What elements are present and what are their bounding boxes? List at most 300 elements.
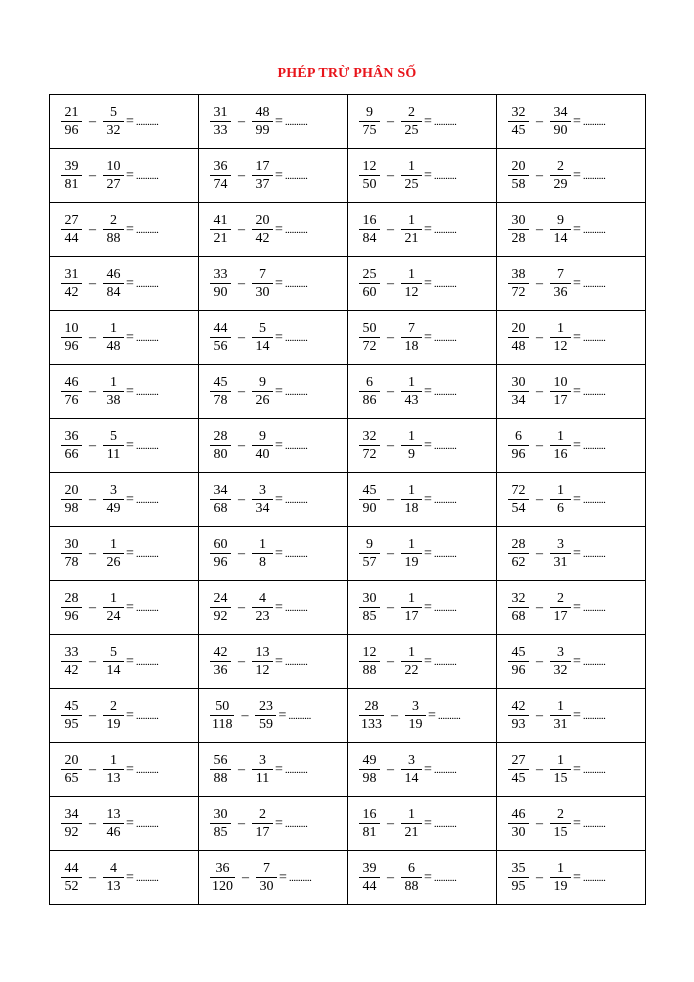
second-fraction [104, 644, 123, 679]
equals-sign: = [275, 275, 283, 291]
equals-sign: = [275, 599, 283, 615]
first-denominator: 72 [359, 445, 380, 463]
equals-sign: = [424, 599, 432, 615]
equals-sign: = [126, 815, 134, 831]
exercise-cell [497, 635, 646, 689]
equals-sign: = [424, 491, 432, 507]
answer-blank[interactable]: .......... [284, 115, 308, 128]
answer-blank[interactable]: .......... [582, 601, 606, 614]
minus-sign: – [89, 383, 96, 399]
exercise-cell [199, 851, 348, 905]
answer-blank[interactable]: .......... [284, 763, 308, 776]
first-numerator: 33 [64, 645, 79, 660]
first-fraction [360, 482, 379, 517]
subtraction-expression [50, 428, 198, 463]
first-fraction [509, 482, 528, 517]
second-denominator: 48 [103, 337, 124, 355]
first-fraction [509, 104, 528, 139]
second-numerator: 9 [259, 375, 266, 390]
second-numerator: 1 [408, 429, 415, 444]
equals-sign: = [573, 437, 581, 453]
minus-sign: – [89, 221, 96, 237]
first-numerator: 32 [511, 591, 526, 606]
minus-sign: – [536, 491, 543, 507]
subtraction-expression [497, 536, 645, 571]
subtraction-expression [199, 320, 347, 355]
minus-sign: – [238, 491, 245, 507]
first-denominator: 34 [508, 391, 529, 409]
exercise-cell [497, 203, 646, 257]
answer-blank[interactable]: .......... [433, 655, 457, 668]
first-numerator: 24 [213, 591, 228, 606]
first-numerator: 9 [366, 537, 373, 552]
answer-blank[interactable]: .......... [284, 493, 308, 506]
equals-sign: = [424, 113, 432, 129]
first-denominator: 76 [61, 391, 82, 409]
second-denominator: 17 [252, 823, 273, 841]
second-denominator: 59 [255, 715, 276, 733]
second-denominator: 19 [401, 553, 422, 571]
second-numerator: 1 [408, 483, 415, 498]
first-fraction [360, 374, 379, 409]
answer-blank[interactable]: .......... [135, 547, 159, 560]
first-denominator: 60 [359, 283, 380, 301]
equals-sign: = [126, 437, 134, 453]
minus-sign: – [89, 707, 96, 723]
second-numerator: 1 [557, 321, 564, 336]
exercise-cell [348, 527, 497, 581]
first-fraction [62, 158, 81, 193]
answer-blank[interactable]: .......... [433, 277, 457, 290]
equals-sign: = [573, 383, 581, 399]
subtraction-expression [497, 104, 645, 139]
second-numerator: 1 [408, 807, 415, 822]
answer-blank[interactable]: .......... [433, 601, 457, 614]
first-denominator: 85 [359, 607, 380, 625]
second-numerator: 1 [408, 591, 415, 606]
subtraction-expression [50, 536, 198, 571]
second-denominator: 18 [401, 499, 422, 517]
exercise-cell [50, 581, 199, 635]
answer-blank[interactable]: .......... [284, 439, 308, 452]
exercise-cell [199, 527, 348, 581]
equals-sign: = [126, 167, 134, 183]
answer-blank[interactable]: .......... [135, 439, 159, 452]
first-fraction [509, 698, 528, 733]
subtraction-expression [50, 860, 198, 895]
minus-sign: – [387, 869, 394, 885]
exercise-cell [497, 365, 646, 419]
exercise-cell [348, 365, 497, 419]
answer-blank[interactable]: .......... [284, 385, 308, 398]
equals-sign: = [126, 707, 134, 723]
first-numerator: 56 [213, 753, 228, 768]
first-fraction [62, 104, 81, 139]
second-fraction [253, 104, 272, 139]
subtraction-expression [348, 590, 496, 625]
first-denominator: 81 [61, 175, 82, 193]
answer-blank[interactable]: .......... [135, 331, 159, 344]
second-numerator: 17 [255, 159, 270, 174]
first-denominator: 68 [508, 607, 529, 625]
first-numerator: 41 [213, 213, 228, 228]
exercise-cell [199, 149, 348, 203]
answer-blank[interactable]: .......... [284, 277, 308, 290]
second-denominator: 25 [401, 121, 422, 139]
exercise-cell [199, 257, 348, 311]
answer-blank[interactable]: .......... [284, 655, 308, 668]
minus-sign: – [89, 653, 96, 669]
subtraction-expression [199, 374, 347, 409]
second-fraction [253, 266, 272, 301]
first-fraction [62, 590, 81, 625]
first-denominator: 90 [359, 499, 380, 517]
answer-blank[interactable]: .......... [135, 709, 159, 722]
first-fraction [509, 806, 528, 841]
exercise-cell [348, 257, 497, 311]
minus-sign: – [536, 383, 543, 399]
answer-blank[interactable]: .......... [433, 169, 457, 182]
answer-blank[interactable]: .......... [582, 709, 606, 722]
exercise-cell [199, 635, 348, 689]
equals-sign: = [126, 869, 134, 885]
first-denominator: 66 [61, 445, 82, 463]
second-numerator: 1 [557, 429, 564, 444]
equals-sign: = [424, 167, 432, 183]
answer-blank[interactable]: .......... [135, 385, 159, 398]
answer-blank[interactable]: .......... [284, 817, 308, 830]
subtraction-expression [497, 590, 645, 625]
equals-sign: = [573, 221, 581, 237]
second-fraction [551, 320, 570, 355]
equals-sign: = [573, 599, 581, 615]
minus-sign: – [536, 113, 543, 129]
minus-sign: – [89, 167, 96, 183]
second-fraction [253, 482, 272, 517]
equals-sign: = [275, 761, 283, 777]
exercise-cell [497, 257, 646, 311]
subtraction-expression [50, 374, 198, 409]
first-numerator: 10 [64, 321, 79, 336]
first-numerator: 45 [64, 699, 79, 714]
minus-sign: – [238, 167, 245, 183]
subtraction-expression [497, 374, 645, 409]
first-fraction [360, 104, 379, 139]
second-fraction [402, 482, 421, 517]
first-fraction [509, 590, 528, 625]
first-numerator: 20 [64, 753, 79, 768]
equals-sign: = [573, 869, 581, 885]
exercise-cell [199, 419, 348, 473]
equals-sign: = [126, 329, 134, 345]
minus-sign: – [89, 545, 96, 561]
second-numerator: 1 [408, 159, 415, 174]
minus-sign: – [536, 761, 543, 777]
second-denominator: 99 [252, 121, 273, 139]
second-fraction [402, 428, 421, 463]
minus-sign: – [89, 491, 96, 507]
subtraction-expression [199, 806, 347, 841]
second-numerator: 2 [557, 807, 564, 822]
answer-blank[interactable]: .......... [582, 655, 606, 668]
answer-blank[interactable]: .......... [284, 331, 308, 344]
second-numerator: 1 [557, 861, 564, 876]
first-denominator: 33 [210, 121, 231, 139]
equals-sign: = [275, 491, 283, 507]
answer-blank[interactable]: .......... [582, 331, 606, 344]
second-fraction [104, 860, 123, 895]
exercise-cell [199, 797, 348, 851]
first-numerator: 20 [511, 321, 526, 336]
answer-blank[interactable]: .......... [582, 817, 606, 830]
second-denominator: 13 [103, 877, 124, 895]
first-fraction [509, 644, 528, 679]
equals-sign: = [573, 653, 581, 669]
subtraction-expression [497, 860, 645, 895]
answer-blank[interactable]: .......... [582, 871, 606, 884]
second-fraction [104, 158, 123, 193]
answer-blank[interactable]: .......... [582, 115, 606, 128]
second-denominator: 9 [401, 445, 422, 463]
answer-blank[interactable]: .......... [284, 223, 308, 236]
exercise-cell [50, 743, 199, 797]
first-numerator: 28 [511, 537, 526, 552]
second-denominator: 49 [103, 499, 124, 517]
answer-blank[interactable]: .......... [284, 547, 308, 560]
subtraction-expression [199, 158, 347, 193]
answer-blank[interactable]: .......... [288, 871, 312, 884]
first-denominator: 65 [61, 769, 82, 787]
answer-blank[interactable]: .......... [433, 817, 457, 830]
subtraction-expression [50, 320, 198, 355]
answer-blank[interactable]: .......... [135, 655, 159, 668]
answer-blank[interactable]: .......... [582, 493, 606, 506]
answer-blank[interactable]: .......... [582, 385, 606, 398]
second-fraction [402, 644, 421, 679]
first-fraction [62, 374, 81, 409]
answer-blank[interactable]: .......... [135, 115, 159, 128]
first-denominator: 72 [508, 283, 529, 301]
first-numerator: 36 [213, 159, 228, 174]
second-fraction [402, 752, 421, 787]
second-denominator: 17 [550, 391, 571, 409]
subtraction-expression [199, 428, 347, 463]
exercise-cell [50, 149, 199, 203]
second-fraction [104, 698, 123, 733]
first-denominator: 36 [210, 661, 231, 679]
second-denominator: 14 [252, 337, 273, 355]
worksheet-row [50, 203, 646, 257]
second-denominator: 90 [550, 121, 571, 139]
second-denominator: 11 [252, 769, 273, 787]
answer-blank[interactable]: .......... [433, 763, 457, 776]
equals-sign: = [573, 761, 581, 777]
first-denominator: 56 [210, 337, 231, 355]
second-denominator: 13 [103, 769, 124, 787]
first-numerator: 34 [64, 807, 79, 822]
answer-blank[interactable]: .......... [433, 547, 457, 560]
minus-sign: – [536, 815, 543, 831]
answer-blank[interactable]: .......... [433, 385, 457, 398]
first-numerator: 45 [213, 375, 228, 390]
second-fraction [402, 860, 421, 895]
subtraction-expression [497, 482, 645, 517]
subtraction-expression [348, 374, 496, 409]
second-fraction [402, 320, 421, 355]
first-numerator: 20 [511, 159, 526, 174]
answer-blank[interactable]: .......... [284, 169, 308, 182]
second-denominator: 40 [252, 445, 273, 463]
answer-blank[interactable]: .......... [433, 115, 457, 128]
subtraction-expression [199, 590, 347, 625]
subtraction-expression [497, 266, 645, 301]
answer-blank[interactable]: .......... [135, 277, 159, 290]
exercise-cell [497, 743, 646, 797]
equals-sign: = [126, 221, 134, 237]
first-denominator: 58 [508, 175, 529, 193]
minus-sign: – [89, 761, 96, 777]
second-fraction [104, 752, 123, 787]
second-numerator: 5 [259, 321, 266, 336]
minus-sign: – [387, 437, 394, 453]
exercise-cell [497, 473, 646, 527]
first-numerator: 9 [366, 105, 373, 120]
subtraction-expression [50, 644, 198, 679]
first-numerator: 35 [511, 861, 526, 876]
minus-sign: – [238, 761, 245, 777]
second-numerator: 7 [259, 267, 266, 282]
second-numerator: 1 [557, 483, 564, 498]
subtraction-expression [199, 698, 347, 733]
answer-blank[interactable]: .......... [437, 709, 461, 722]
second-numerator: 1 [259, 537, 266, 552]
second-numerator: 3 [557, 537, 564, 552]
second-fraction [104, 212, 123, 247]
first-fraction [360, 698, 383, 733]
second-fraction [104, 536, 123, 571]
answer-blank[interactable]: .......... [582, 547, 606, 560]
first-fraction [211, 212, 230, 247]
answer-blank[interactable]: .......... [433, 331, 457, 344]
answer-blank[interactable]: .......... [582, 763, 606, 776]
page-title: PHÉP TRỪ PHÂN SỐ [277, 66, 417, 81]
answer-blank[interactable]: .......... [135, 493, 159, 506]
answer-blank[interactable]: .......... [433, 871, 457, 884]
second-numerator: 4 [110, 861, 117, 876]
answer-blank[interactable]: .......... [135, 223, 159, 236]
answer-blank[interactable]: .......... [433, 493, 457, 506]
first-numerator: 28 [64, 591, 79, 606]
first-denominator: 28 [508, 229, 529, 247]
equals-sign: = [279, 869, 287, 885]
equals-sign: = [424, 383, 432, 399]
second-numerator: 1 [110, 321, 117, 336]
exercise-cell [497, 419, 646, 473]
answer-blank[interactable]: .......... [582, 169, 606, 182]
second-numerator: 5 [110, 105, 117, 120]
first-fraction [360, 590, 379, 625]
equals-sign: = [424, 761, 432, 777]
subtraction-expression [50, 482, 198, 517]
answer-blank[interactable]: .......... [288, 709, 311, 722]
worksheet-row [50, 527, 646, 581]
second-numerator: 10 [553, 375, 568, 390]
second-denominator: 23 [252, 607, 273, 625]
second-fraction [551, 212, 570, 247]
first-numerator: 60 [213, 537, 228, 552]
second-denominator: 6 [550, 499, 571, 517]
minus-sign: – [238, 653, 245, 669]
answer-blank[interactable]: .......... [135, 169, 159, 182]
first-numerator: 44 [64, 861, 79, 876]
worksheet-body [50, 95, 646, 905]
subtraction-expression [497, 212, 645, 247]
answer-blank[interactable]: .......... [582, 223, 606, 236]
second-fraction [253, 320, 272, 355]
second-numerator: 1 [408, 213, 415, 228]
second-fraction [551, 860, 570, 895]
subtraction-expression [497, 806, 645, 841]
exercise-cell [199, 689, 348, 743]
minus-sign: – [238, 545, 245, 561]
equals-sign: = [275, 545, 283, 561]
answer-blank[interactable]: .......... [135, 601, 159, 614]
second-denominator: 32 [103, 121, 124, 139]
second-denominator: 22 [401, 661, 422, 679]
answer-blank[interactable]: .......... [135, 871, 159, 884]
answer-blank[interactable]: .......... [135, 817, 159, 830]
equals-sign: = [126, 491, 134, 507]
answer-blank[interactable]: .......... [433, 439, 457, 452]
first-denominator: 21 [210, 229, 231, 247]
first-denominator: 54 [508, 499, 529, 517]
worksheet-row [50, 419, 646, 473]
answer-blank[interactable]: .......... [135, 763, 159, 776]
second-numerator: 34 [553, 105, 568, 120]
exercise-cell [348, 95, 497, 149]
exercise-cell [348, 149, 497, 203]
answer-blank[interactable]: .......... [284, 601, 308, 614]
subtraction-expression [199, 212, 347, 247]
first-fraction [360, 536, 379, 571]
second-numerator: 9 [557, 213, 564, 228]
second-fraction [402, 590, 421, 625]
second-fraction [104, 590, 123, 625]
answer-blank[interactable]: .......... [433, 223, 457, 236]
answer-blank[interactable]: .......... [582, 439, 606, 452]
worksheet-row [50, 743, 646, 797]
exercise-cell [50, 797, 199, 851]
first-numerator: 20 [64, 483, 79, 498]
first-numerator: 21 [64, 105, 79, 120]
second-numerator: 2 [408, 105, 415, 120]
equals-sign: = [424, 221, 432, 237]
second-denominator: 19 [550, 877, 571, 895]
answer-blank[interactable]: .......... [582, 277, 606, 290]
second-numerator: 7 [557, 267, 564, 282]
minus-sign: – [536, 275, 543, 291]
second-denominator: 36 [550, 283, 571, 301]
second-denominator: 31 [550, 715, 571, 733]
first-numerator: 39 [64, 159, 79, 174]
second-fraction [253, 428, 272, 463]
first-denominator: 52 [61, 877, 82, 895]
second-denominator: 14 [550, 229, 571, 247]
subtraction-expression [497, 644, 645, 679]
equals-sign: = [126, 275, 134, 291]
first-denominator: 98 [61, 499, 82, 517]
exercise-cell [497, 797, 646, 851]
